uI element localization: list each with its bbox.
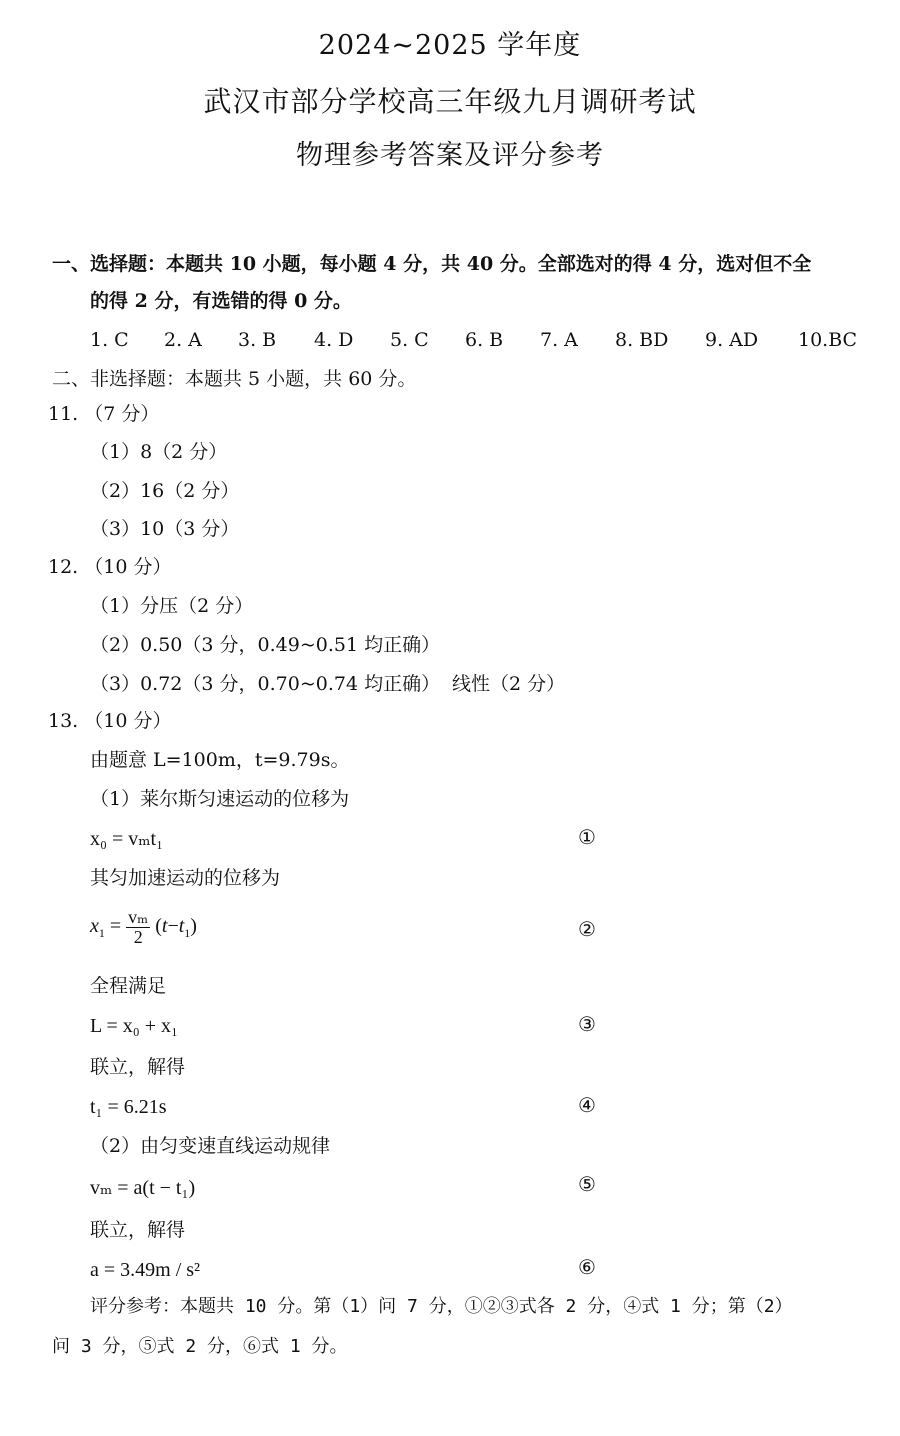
- q11-label: 11. （7 分）: [48, 403, 160, 425]
- answer-6: 6. B: [465, 329, 504, 351]
- section1-heading-line1: 一、选择题：本题共 10 小题，每小题 4 分，共 40 分。全部选对的得 4 分，选对但不全: [52, 253, 812, 275]
- equation-1: x₀ = vₘt₁: [90, 828, 164, 850]
- equation-3: L = x₀ + x₁: [90, 1015, 178, 1037]
- marker-6: ⑥: [578, 1255, 596, 1279]
- q13-scoring-line1: 评分参考：本题共 10 分。第（1）问 7 分，①②③式各 2 分，④式 1 分；第（2）: [90, 1296, 793, 1317]
- header-year: 2024~2025 学年度: [318, 30, 582, 61]
- marker-2: ②: [578, 917, 596, 941]
- q13-given: 由题意 L=100m，t=9.79s。: [90, 749, 350, 771]
- q13-part2: （2）由匀变速直线运动规律: [90, 1135, 331, 1157]
- q12-extra: 线性（2 分）: [452, 673, 566, 695]
- equation-2-denominator: 2: [133, 926, 143, 947]
- equation-2: $x_1$ = $\frac{\text{vₘ}}{2}$ $(t-t_1)$: [90, 907, 197, 947]
- answer-9: 9. AD: [705, 329, 759, 351]
- equation-5: vₘ = a(t − t₁): [90, 1177, 196, 1199]
- marker-5: ⑤: [578, 1172, 596, 1196]
- q13-label: 13. （10 分）: [48, 710, 172, 732]
- marker-1: ①: [578, 825, 596, 849]
- section1-heading-line2: 的得 2 分，有选错的得 0 分。: [90, 290, 352, 312]
- q11-item-3: （3）10（3 分）: [90, 518, 240, 540]
- q12-item-1: （1）分压（2 分）: [90, 595, 254, 617]
- answer-10: 10.BC: [798, 329, 858, 351]
- q12-item-3: （3）0.72（3 分，0.70~0.74 均正确）: [90, 673, 441, 695]
- marker-4: ④: [578, 1093, 596, 1117]
- answer-3: 3. B: [238, 329, 277, 351]
- q13-text2: 其匀加速运动的位移为: [90, 867, 281, 889]
- q13-text3: 全程满足: [90, 975, 167, 997]
- header-exam-title: 武汉市部分学校高三年级九月调研考试: [203, 85, 697, 118]
- q12-item-2: （2）0.50（3 分，0.49~0.51 均正确）: [90, 634, 441, 656]
- q13-part1: （1）莱尔斯匀速运动的位移为: [90, 788, 350, 810]
- answer-8: 8. BD: [615, 329, 669, 351]
- answer-7: 7. A: [540, 329, 578, 351]
- answer-2: 2. A: [164, 329, 202, 351]
- answer-1: 1. C: [90, 329, 129, 351]
- equation-2-numerator: vₘ: [128, 907, 149, 927]
- q12-label: 12. （10 分）: [48, 556, 172, 578]
- equation-4: t₁ = 6.21s: [90, 1096, 167, 1118]
- answer-5: 5. C: [390, 329, 429, 351]
- q13-text6: 联立，解得: [90, 1219, 186, 1241]
- marker-3: ③: [578, 1012, 596, 1036]
- header-subtitle: 物理参考答案及评分参考: [296, 140, 604, 171]
- answer-4: 4. D: [314, 329, 354, 351]
- q13-text4: 联立，解得: [90, 1056, 186, 1078]
- q13-scoring-line2: 问 3 分，⑤式 2 分，⑥式 1 分。: [52, 1336, 348, 1357]
- equation-6: a = 3.49m / s²: [90, 1259, 201, 1281]
- section2-heading: 二、非选择题：本题共 5 小题，共 60 分。: [52, 368, 417, 390]
- q11-item-1: （1）8（2 分）: [90, 441, 228, 463]
- q11-item-2: （2）16（2 分）: [90, 480, 240, 502]
- equation-2-fraction: [126, 908, 150, 947]
